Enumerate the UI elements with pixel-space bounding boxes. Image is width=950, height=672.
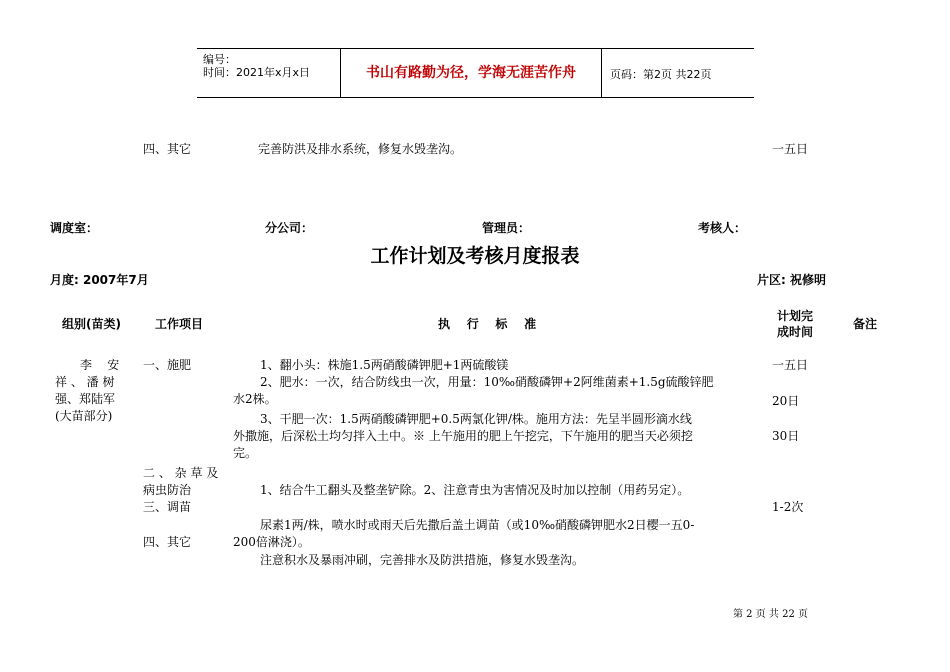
work-item: 一、施肥 [143,358,192,372]
work-item: 病虫防治 [143,483,192,497]
planned-time: 30日 [772,429,800,443]
report-title: 工作计划及考核月度报表 [370,245,580,267]
standard-line: 1、结合牛工翻头及整垄铲除。2、注意青虫为害情况及时加以控制（用药另定）。 [260,483,690,497]
header-motto: 书山有路勤为径，学海无涯苦作舟 [366,65,576,81]
standard-line: 3、干肥一次：1.5两硝酸磷钾肥+0.5两氯化钾/株。施用方法：先呈半圆形滴水线 [260,412,692,426]
standard-line: 2、肥水：一次，结合防线虫一次，用量：10‰硝酸磷钾+2阿维菌素+1.5g硫酸锌肥 [260,375,714,389]
signer-assessor: 考核人： [698,221,747,235]
signer-dispatch: 调度室： [50,221,99,235]
planned-time: 1-2次 [772,500,804,514]
prev-row-time: 一五日 [772,142,809,156]
report-month: 月度: 2007年7月 [50,273,149,287]
header-number: 编号： [203,53,236,66]
header-bottom-rule [197,97,754,98]
work-item: 四、其它 [143,535,192,549]
page-footer: 第 2 页 共 22 页 [733,609,808,620]
signer-branch: 分公司： [265,221,314,235]
col-time-line2: 成时间 [777,325,814,339]
work-item: 三、调苗 [143,500,192,514]
standard-line: 完。 [233,446,258,460]
col-time-line1: 计划完 [777,309,814,323]
standard-line: 注意积水及暴雨冲刷，完善排水及防洪措施，修复水毁垄沟。 [260,553,585,567]
group-line: (大苗部分) [55,409,113,423]
prev-row-item: 四、其它 [143,142,192,156]
signer-manager: 管理员： [482,221,531,235]
report-district: 片区: 祝修明 [757,273,826,287]
group-line: 李 安 [80,358,120,372]
header-page: 页码：第2页 共22页 [610,68,712,81]
col-item: 工作项目 [155,317,204,331]
group-line: 祥 、 潘 树 [55,375,115,389]
prev-row-standard: 完善防洪及排水系统，修复水毁垄沟。 [258,142,463,156]
planned-time: 20日 [772,394,800,408]
header-time: 时间：2021年x月x日 [203,66,311,79]
standard-line: 外撒施，后深松土均匀拌入土中。※ 上午施用的肥上午挖完，下午施用的肥当天必须挖 [233,429,693,443]
work-item: 二 、 杂 草 及 [143,466,219,480]
group-line: 强、郑陆军 [55,392,116,406]
standard-line: 水2株。 [233,392,277,406]
standard-line: 尿素1两/株，喷水时或雨天后先撒后盖土调苗（或10‰硝酸磷钾肥水2日樱一五0- [260,518,695,532]
planned-time: 一五日 [772,358,809,372]
col-remark: 备注 [853,317,878,331]
col-group: 组别(苗类) [62,317,121,331]
standard-line: 200倍淋浇）。 [233,535,310,549]
col-standard: 执 行 标 准 [438,317,537,331]
standard-line: 1、翻小头：株施1.5两硝酸磷钾肥+1两硫酸镁 [260,358,509,372]
